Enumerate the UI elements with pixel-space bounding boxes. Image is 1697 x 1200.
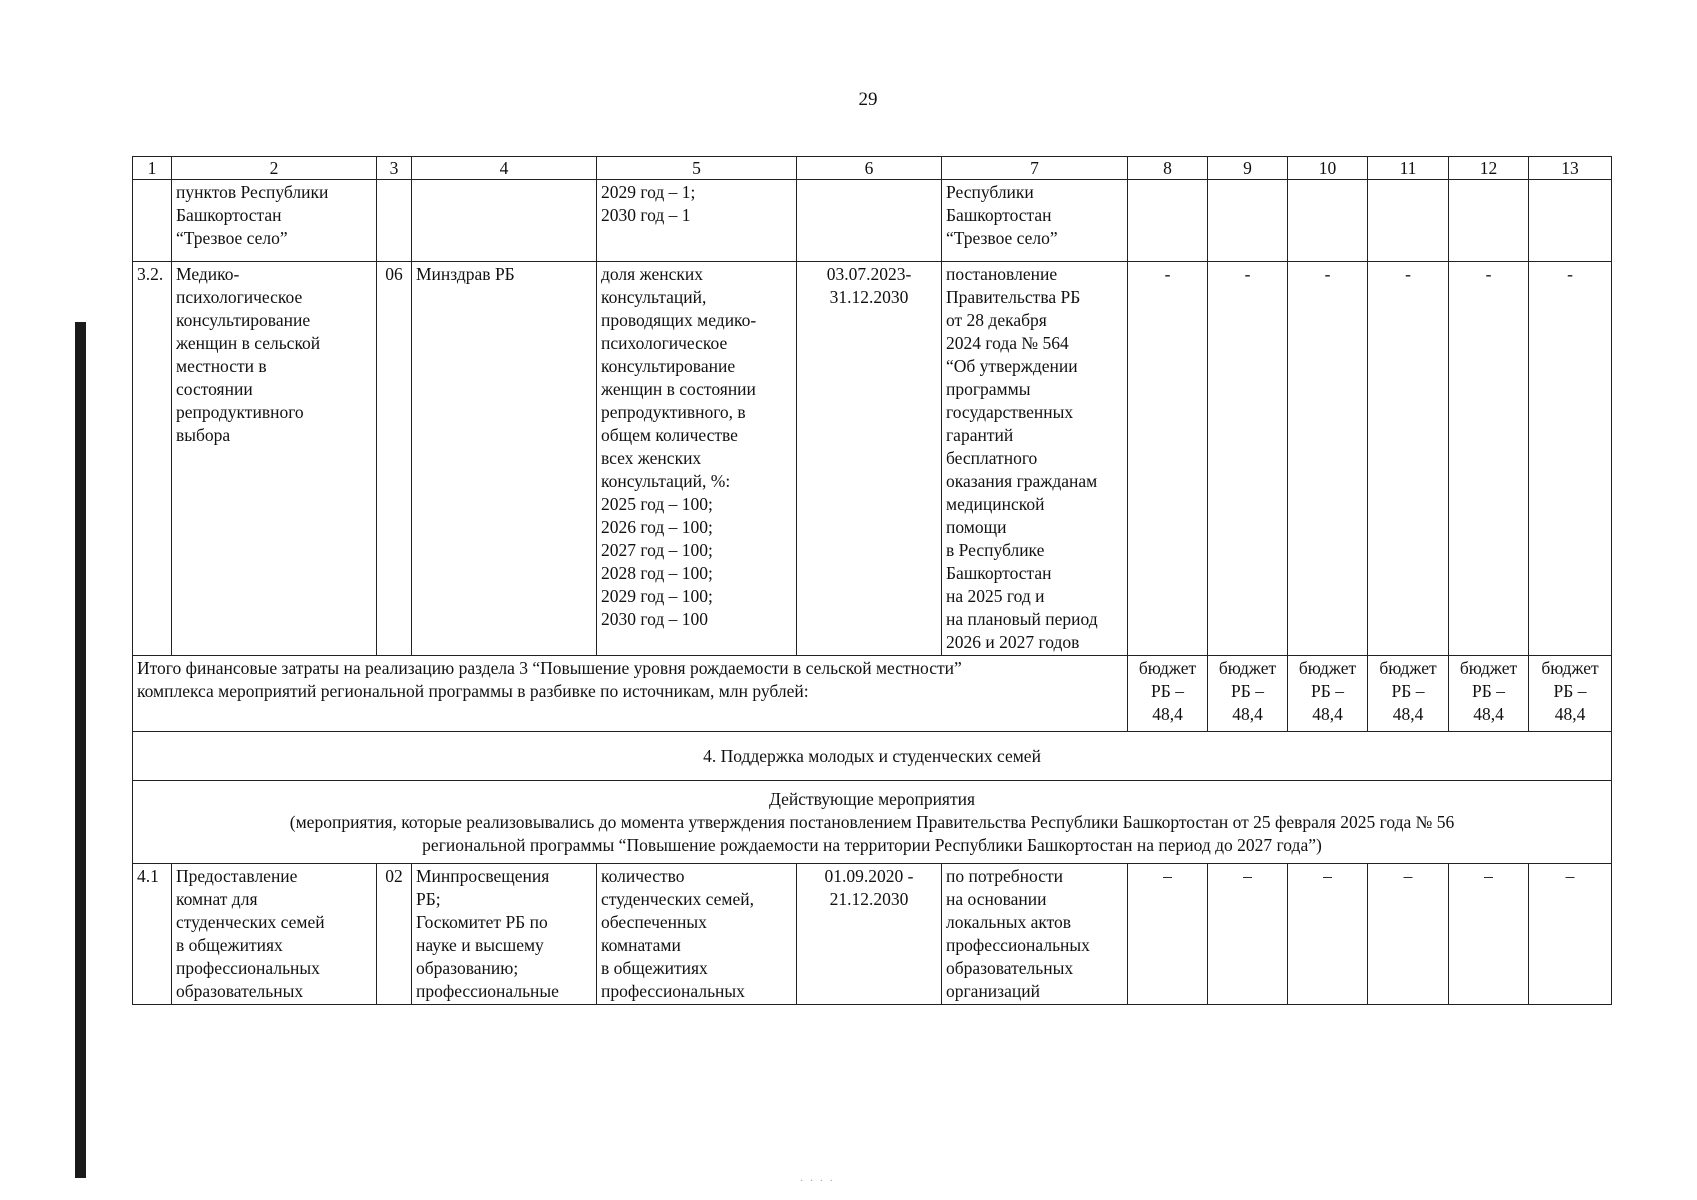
cell-budget-9: - bbox=[1208, 262, 1288, 656]
table-row-section-4-title bbox=[133, 732, 1612, 781]
cell-num bbox=[133, 180, 172, 262]
cell-budget-10 bbox=[1288, 180, 1368, 262]
cell-budget-11: бюджет РБ – 48,4 bbox=[1368, 656, 1449, 732]
subsection-header bbox=[133, 781, 1612, 864]
cell-basis: Республики Башкортостан “Трезвое село” bbox=[942, 180, 1128, 262]
cell-num: 4.1 bbox=[133, 864, 172, 1005]
col-header-7: 7 bbox=[942, 157, 1128, 180]
cell-budget-11 bbox=[1368, 180, 1449, 262]
program-table bbox=[132, 156, 1612, 1005]
page-number: 29 bbox=[858, 89, 878, 110]
subsection-title: Действующие мероприятия bbox=[768, 789, 976, 809]
cell-budget-9: бюджет РБ – 48,4 bbox=[1208, 656, 1288, 732]
col-header-13: 13 bbox=[1529, 157, 1612, 180]
table-row-4-1 bbox=[133, 864, 1612, 1005]
cell-executor: Минпросвещения РБ; Госкомитет РБ по науке и высшему образованию; профессиональные bbox=[412, 864, 597, 1005]
col-header-4: 4 bbox=[412, 157, 597, 180]
cell-basis: по потребности на основании локальных актов профессиональных образовательных организаций bbox=[942, 864, 1128, 1005]
col-header-5: 5 bbox=[597, 157, 797, 180]
section-3-total-label: Итого финансовые затраты на реализацию раздела 3 “Повышение уровня рождаемости в сельской местности” комплекса мероприятий региональной программы в разбивке по источникам, млн рублей: bbox=[133, 656, 1128, 732]
cell-budget-11: - bbox=[1368, 262, 1449, 656]
col-header-1: 1 bbox=[133, 157, 172, 180]
table-row-3-2 bbox=[133, 262, 1612, 656]
col-header-3: 3 bbox=[377, 157, 412, 180]
cell-budget-13: – bbox=[1529, 864, 1612, 1005]
cell-budget-10: - bbox=[1288, 262, 1368, 656]
cell-budget-13: - bbox=[1529, 262, 1612, 656]
cell-budget-8: бюджет РБ – 48,4 bbox=[1128, 656, 1208, 732]
cell-budget-11: – bbox=[1368, 864, 1449, 1005]
cell-budget-12: - bbox=[1449, 262, 1529, 656]
cell-executor: Минздрав РБ bbox=[412, 262, 597, 656]
cell-budget-10: бюджет РБ – 48,4 bbox=[1288, 656, 1368, 732]
cell-budget-10: – bbox=[1288, 864, 1368, 1005]
cell-event-name: пунктов Республики Башкортостан “Трезвое село” bbox=[172, 180, 377, 262]
cell-event-name: Предоставление комнат для студенческих семей в общежитиях профессиональных образовательных bbox=[172, 864, 377, 1005]
cell-budget-9: – bbox=[1208, 864, 1288, 1005]
scan-noise-marks: · · · · bbox=[800, 1176, 835, 1187]
col-header-8: 8 bbox=[1128, 157, 1208, 180]
cell-budget-13: бюджет РБ – 48,4 bbox=[1529, 656, 1612, 732]
cell-indicator: 2029 год – 1; 2030 год – 1 bbox=[597, 180, 797, 262]
cell-period: 01.09.2020 - 21.12.2030 bbox=[797, 864, 942, 1005]
cell-budget-12: бюджет РБ – 48,4 bbox=[1449, 656, 1529, 732]
column-header-row bbox=[133, 157, 1612, 180]
cell-event-name: Медико- психологическое консультирование женщин в сельской местности в состоянии репродуктивного выбора bbox=[172, 262, 377, 656]
cell-num: 3.2. bbox=[133, 262, 172, 656]
cell-period: 03.07.2023- 31.12.2030 bbox=[797, 262, 942, 656]
cell-budget-8: – bbox=[1128, 864, 1208, 1005]
cell-basis: постановление Правительства РБ от 28 декабря 2024 года № 564 “Об утверждении программы государственных гарантий бесплатного оказания гражданам медицинской помощи в Республике Башкортостан на 2025 год и на плановый период 2026 и 2027 годов bbox=[942, 262, 1128, 656]
table-row-section-3-total bbox=[133, 656, 1612, 732]
table-row-continued bbox=[133, 180, 1612, 262]
col-header-12: 12 bbox=[1449, 157, 1529, 180]
cell-indicator: количество студенческих семей, обеспеченных комнатами в общежитиях профессиональных bbox=[597, 864, 797, 1005]
cell-budget-8 bbox=[1128, 180, 1208, 262]
cell-code bbox=[377, 180, 412, 262]
col-header-6: 6 bbox=[797, 157, 942, 180]
cell-budget-8: - bbox=[1128, 262, 1208, 656]
cell-executor bbox=[412, 180, 597, 262]
cell-budget-13 bbox=[1529, 180, 1612, 262]
section-4-title: 4. Поддержка молодых и студенческих семей bbox=[133, 732, 1612, 781]
cell-budget-9 bbox=[1208, 180, 1288, 262]
cell-code: 06 bbox=[377, 262, 412, 656]
cell-budget-12 bbox=[1449, 180, 1529, 262]
cell-code: 02 bbox=[377, 864, 412, 1005]
cell-budget-12: – bbox=[1449, 864, 1529, 1005]
cell-indicator: доля женских консультаций, проводящих медико- психологическое консультирование женщин в состоянии репродуктивного, в общем количестве всех женских консультаций, %: 2025 год – 100; 2026 год – 100; 2027 год – 100; 2028 год – 100; 2029 год – 100; 2030 год – 100 bbox=[597, 262, 797, 656]
col-header-11: 11 bbox=[1368, 157, 1449, 180]
scan-edge-bar bbox=[75, 322, 86, 1178]
col-header-2: 2 bbox=[172, 157, 377, 180]
col-header-9: 9 bbox=[1208, 157, 1288, 180]
cell-period bbox=[797, 180, 942, 262]
subsection-note: (мероприятия, которые реализовывались до момента утверждения постановлением Правительства Республики Башкортостан от 25 февраля 2025 года № 56 региональной программы “Повышение рождаемости на территории Республики Башкортостан на период до 2027 года”) bbox=[289, 812, 1455, 855]
col-header-10: 10 bbox=[1288, 157, 1368, 180]
table-row-subsection bbox=[133, 781, 1612, 864]
